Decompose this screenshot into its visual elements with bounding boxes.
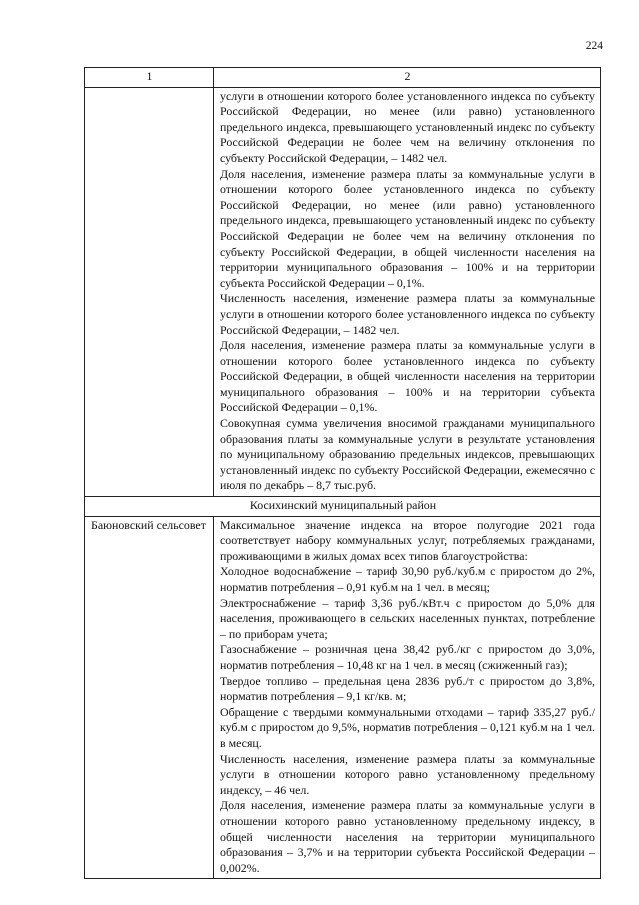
description-cell	[214, 516, 601, 879]
paragraph: услуги в отношении которого более установленного индекса по субъекту Российской Федерации, но менее (или равно) установленного предельного индекса, превышающего установленный индекс по субъекту Российской Федерации не более чем на величину отклонения по субъекту Российской Федерации, – 1482 чел.	[220, 88, 595, 165]
section-row	[85, 497, 601, 517]
paragraph: Доля населения, изменение размера платы за коммунальные услуги в отношении которого равно установленному предельному индексу, в общей численности населения на территории муниципального образования – 3,7% и на территории субъекта Российской Федерации – 0,002%.	[220, 798, 595, 875]
table-row	[85, 516, 601, 879]
column-header: 2	[214, 68, 601, 88]
paragraph: Газоснабжение – розничная цена 38,42 руб./кг с приростом до 3,0%, норматив потребления – 10,48 кг на 1 чел. в месяц (сжиженный газ);	[220, 642, 595, 672]
paragraph: Совокупная сумма увеличения вносимой гражданами муниципального образования платы за коммунальные услуги в результате установления по муниципальному образованию предельных индексов, превышающих установленный индекс по субъекту Российской Федерации, ежемесячно с июля по декабрь – 8,7 тыс.руб.	[220, 416, 595, 493]
municipality-name: Баюновский сельсовет	[85, 516, 214, 879]
table-header-row	[85, 68, 601, 88]
paragraph: Электроснабжение – тариф 3,36 руб./кВт.ч с приростом до 5,0% для населения, проживающего в сельских населенных пунктах, потребление – по приборам учета;	[220, 595, 595, 641]
paragraph: Максимальное значение индекса на второе полугодие 2021 года соответствует набору коммунальных услуг, потребляемых гражданами, проживающими в жилых домах всех типов благоустройства:	[220, 517, 595, 563]
paragraph: Численность населения, изменение размера платы за коммунальные услуги в отношении которого более установленного индекса по субъекту Российской Федерации, – 1482 чел.	[220, 291, 595, 337]
paragraph: Обращение с твердыми коммунальными отходами – тариф 335,27 руб./куб.м с приростом до 9,5%, норматив потребления – 0,121 куб.м на 1 чел. в месяц.	[220, 704, 595, 750]
page-number: 224	[585, 40, 603, 52]
empty-cell	[85, 87, 214, 496]
paragraph: Численность населения, изменение размера платы за коммунальные услуги в отношении которого равно установленному предельному индексу, – 46 чел.	[220, 751, 595, 797]
paragraph: Твердое топливо – предельная цена 2836 руб./т с приростом до 3,8%, норматив потребления – 9,1 кг/кв. м;	[220, 673, 595, 704]
description-cell	[214, 87, 601, 496]
paragraph: Доля населения, изменение размера платы за коммунальные услуги в отношении которого более установленного индекса по субъекту Российской Федерации, в общей численности населения на территории муниципального образования – 100% и на территории субъекта Российской Федерации – 0,1%.	[220, 338, 595, 415]
section-title: Косихинский муниципальный район	[85, 497, 601, 517]
column-header: 1	[85, 68, 214, 88]
paragraph: Доля населения, изменение размера платы за коммунальные услуги в отношении которого более установленного индекса по субъекту Российской Федерации, но менее (или равно) установленного предельного индекса, превышающего установленный индекс по субъекту Российской Федерации не более чем на величину отклонения по субъекту Российской Федерации, в общей численности населения на территории муниципального образования – 100% и на территории субъекта Российской Федерации – 0,1%.	[220, 166, 595, 290]
data-table	[84, 67, 601, 879]
table-row	[85, 87, 601, 496]
paragraph: Холодное водоснабжение – тариф 30,90 руб./куб.м с приростом до 2%, норматив потребления – 0,91 куб.м на 1 чел. в месяц;	[220, 564, 595, 594]
